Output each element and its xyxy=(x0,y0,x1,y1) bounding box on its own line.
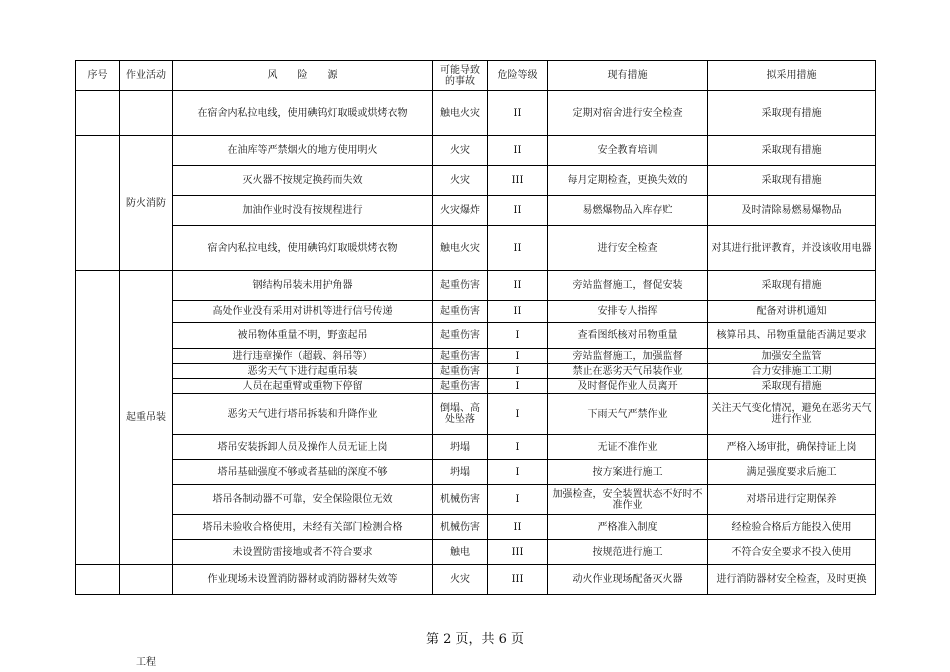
risk-source-cell: 被吊物体重量不明，野蛮起吊 xyxy=(173,323,433,349)
table-row xyxy=(76,364,876,379)
level-cell: II xyxy=(488,301,548,323)
planned-measure-cell: 对其进行批评教育，并没该收用电器 xyxy=(708,226,876,271)
accident-cell: 机械伤害 xyxy=(433,515,488,540)
accident-cell: 倒塌、高处坠落 xyxy=(433,394,488,435)
current-measure-cell: 安排专人指挥 xyxy=(548,301,708,323)
planned-measure-cell: 加强安全监管 xyxy=(708,349,876,364)
header-risk-source: 风 险 源 xyxy=(173,61,433,91)
current-measure-cell: 下雨天气严禁作业 xyxy=(548,394,708,435)
planned-measure-cell: 关注天气变化情况，避免在恶劣天气进行作业 xyxy=(708,394,876,435)
risk-source-cell: 钢结构吊装未用护角器 xyxy=(173,271,433,301)
activity-cell xyxy=(120,91,173,136)
accident-cell: 触电火灾 xyxy=(433,226,488,271)
table-row xyxy=(76,226,876,271)
planned-measure-cell: 对塔吊进行定期保养 xyxy=(708,485,876,515)
accident-cell: 起重伤害 xyxy=(433,301,488,323)
table-row xyxy=(76,565,876,595)
current-measure-cell: 安全教育培训 xyxy=(548,136,708,166)
activity-cell-lifting: 起重吊装 xyxy=(120,271,173,565)
risk-source-cell: 灭火器不按规定换药而失效 xyxy=(173,166,433,196)
risk-source-cell: 恶劣天气下进行起重吊装 xyxy=(173,364,433,379)
planned-measure-cell: 经检验合格后方能投入使用 xyxy=(708,515,876,540)
seq-cell xyxy=(76,565,120,595)
table-row xyxy=(76,301,876,323)
risk-source-cell: 在宿舍内私拉电线，使用碘钨灯取暖或烘烤衣物 xyxy=(173,91,433,136)
table-row xyxy=(76,515,876,540)
accident-cell: 起重伤害 xyxy=(433,349,488,364)
level-cell: I xyxy=(488,364,548,379)
risk-source-cell: 塔吊基础强度不够或者基础的深度不够 xyxy=(173,460,433,485)
current-measure-cell: 每月定期检查，更换失效的 xyxy=(548,166,708,196)
table-row xyxy=(76,323,876,349)
risk-source-cell: 进行违章操作（超载、斜吊等） xyxy=(173,349,433,364)
planned-measure-cell: 采取现有措施 xyxy=(708,91,876,136)
accident-cell: 起重伤害 xyxy=(433,364,488,379)
table-row xyxy=(76,540,876,565)
planned-measure-cell: 采取现有措施 xyxy=(708,136,876,166)
level-cell: I xyxy=(488,379,548,394)
level-cell: III xyxy=(488,166,548,196)
planned-measure-cell: 采取现有措施 xyxy=(708,379,876,394)
table-row xyxy=(76,460,876,485)
seq-cell xyxy=(76,91,120,136)
accident-cell: 坍塌 xyxy=(433,460,488,485)
planned-measure-cell: 及时清除易燃易爆物品 xyxy=(708,196,876,226)
table-row xyxy=(76,271,876,301)
level-cell: II xyxy=(488,515,548,540)
accident-cell: 起重伤害 xyxy=(433,271,488,301)
level-cell: II xyxy=(488,136,548,166)
current-measure-cell: 旁站监督施工，加强监督 xyxy=(548,349,708,364)
level-cell: I xyxy=(488,323,548,349)
level-cell: I xyxy=(488,435,548,460)
activity-cell xyxy=(120,565,173,595)
level-cell: II xyxy=(488,91,548,136)
planned-measure-cell: 核算吊具、吊物重量能否满足要求 xyxy=(708,323,876,349)
header-level: 危险等级 xyxy=(488,61,548,91)
planned-measure-cell: 不符合安全要求不投入使用 xyxy=(708,540,876,565)
table-row xyxy=(76,91,876,136)
seq-cell xyxy=(76,271,120,565)
planned-measure-cell: 满足强度要求后施工 xyxy=(708,460,876,485)
level-cell: II xyxy=(488,271,548,301)
accident-cell: 火灾 xyxy=(433,136,488,166)
seq-cell xyxy=(76,136,120,271)
header-row xyxy=(76,61,876,91)
planned-measure-cell: 合力安排施工工期 xyxy=(708,364,876,379)
planned-measure-cell: 采取现有措施 xyxy=(708,166,876,196)
risk-source-cell: 加油作业时没有按规程进行 xyxy=(173,196,433,226)
level-cell: I xyxy=(488,460,548,485)
level-cell: I xyxy=(488,394,548,435)
current-measure-cell: 按规范进行施工 xyxy=(548,540,708,565)
level-cell: II xyxy=(488,226,548,271)
planned-measure-cell: 严格入场审批，确保持证上岗 xyxy=(708,435,876,460)
header-accident: 可能导致的事故 xyxy=(433,61,488,91)
risk-table xyxy=(75,60,876,595)
table-row xyxy=(76,166,876,196)
accident-cell: 坍塌 xyxy=(433,435,488,460)
current-measure-cell: 无证不准作业 xyxy=(548,435,708,460)
risk-source-cell: 人员在起重臂或重物下停留 xyxy=(173,379,433,394)
risk-source-cell: 高处作业没有采用对讲机等进行信号传递 xyxy=(173,301,433,323)
level-cell: II xyxy=(488,196,548,226)
risk-source-cell: 塔吊安装拆卸人员及操作人员无证上岗 xyxy=(173,435,433,460)
risk-source-cell: 塔吊各制动器不可靠，安全保险限位无效 xyxy=(173,485,433,515)
accident-cell: 触电火灾 xyxy=(433,91,488,136)
level-cell: III xyxy=(488,565,548,595)
header-seq: 序号 xyxy=(76,61,120,91)
risk-source-cell: 未设置防雷接地或者不符合要求 xyxy=(173,540,433,565)
accident-cell: 火灾 xyxy=(433,166,488,196)
header-current-measures: 现有措施 xyxy=(548,61,708,91)
risk-source-cell: 塔吊未验收合格使用，未经有关部门检测合格 xyxy=(173,515,433,540)
accident-cell: 起重伤害 xyxy=(433,379,488,394)
table-row xyxy=(76,196,876,226)
current-measure-cell: 动火作业现场配备灭火器 xyxy=(548,565,708,595)
current-measure-cell: 禁止在恶劣天气吊装作业 xyxy=(548,364,708,379)
table-row xyxy=(76,379,876,394)
table-row xyxy=(76,394,876,435)
current-measure-cell: 加强检查，安全装置状态不好时不准作业 xyxy=(548,485,708,515)
current-measure-cell: 及时督促作业人员离开 xyxy=(548,379,708,394)
page-footer: 第 2 页，共 6 页 xyxy=(425,632,525,647)
level-cell: I xyxy=(488,349,548,364)
risk-source-cell: 宿舍内私拉电线，使用碘钨灯取暖烘烤衣物 xyxy=(173,226,433,271)
activity-cell-fire: 防火消防 xyxy=(120,136,173,271)
risk-source-cell: 作业现场未设置消防器材或消防器材失效等 xyxy=(173,565,433,595)
level-cell: III xyxy=(488,540,548,565)
current-measure-cell: 易燃爆物品入库存贮 xyxy=(548,196,708,226)
current-measure-cell: 严格准入制度 xyxy=(548,515,708,540)
risk-source-cell: 在油库等严禁烟火的地方使用明火 xyxy=(173,136,433,166)
current-measure-cell: 定期对宿舍进行安全检查 xyxy=(548,91,708,136)
current-measure-cell: 按方案进行施工 xyxy=(548,460,708,485)
accident-cell: 触电 xyxy=(433,540,488,565)
table-row xyxy=(76,485,876,515)
current-measure-cell: 进行安全检查 xyxy=(548,226,708,271)
planned-measure-cell: 采取现有措施 xyxy=(708,271,876,301)
header-planned-measures: 拟采用措施 xyxy=(708,61,876,91)
current-measure-cell: 查看图纸核对吊物重量 xyxy=(548,323,708,349)
current-measure-cell: 旁站监督施工，督促安装 xyxy=(548,271,708,301)
planned-measure-cell: 进行消防器材安全检查，及时更换 xyxy=(708,565,876,595)
project-label: 工程 xyxy=(136,657,156,668)
risk-source-cell: 恶劣天气进行塔吊拆装和升降作业 xyxy=(173,394,433,435)
accident-cell: 火灾爆炸 xyxy=(433,196,488,226)
accident-cell: 起重伤害 xyxy=(433,323,488,349)
level-cell: I xyxy=(488,485,548,515)
table-row xyxy=(76,136,876,166)
table-row xyxy=(76,435,876,460)
table-row xyxy=(76,349,876,364)
accident-cell: 火灾 xyxy=(433,565,488,595)
accident-cell: 机械伤害 xyxy=(433,485,488,515)
planned-measure-cell: 配备对讲机通知 xyxy=(708,301,876,323)
header-activity: 作业活动 xyxy=(120,61,173,91)
